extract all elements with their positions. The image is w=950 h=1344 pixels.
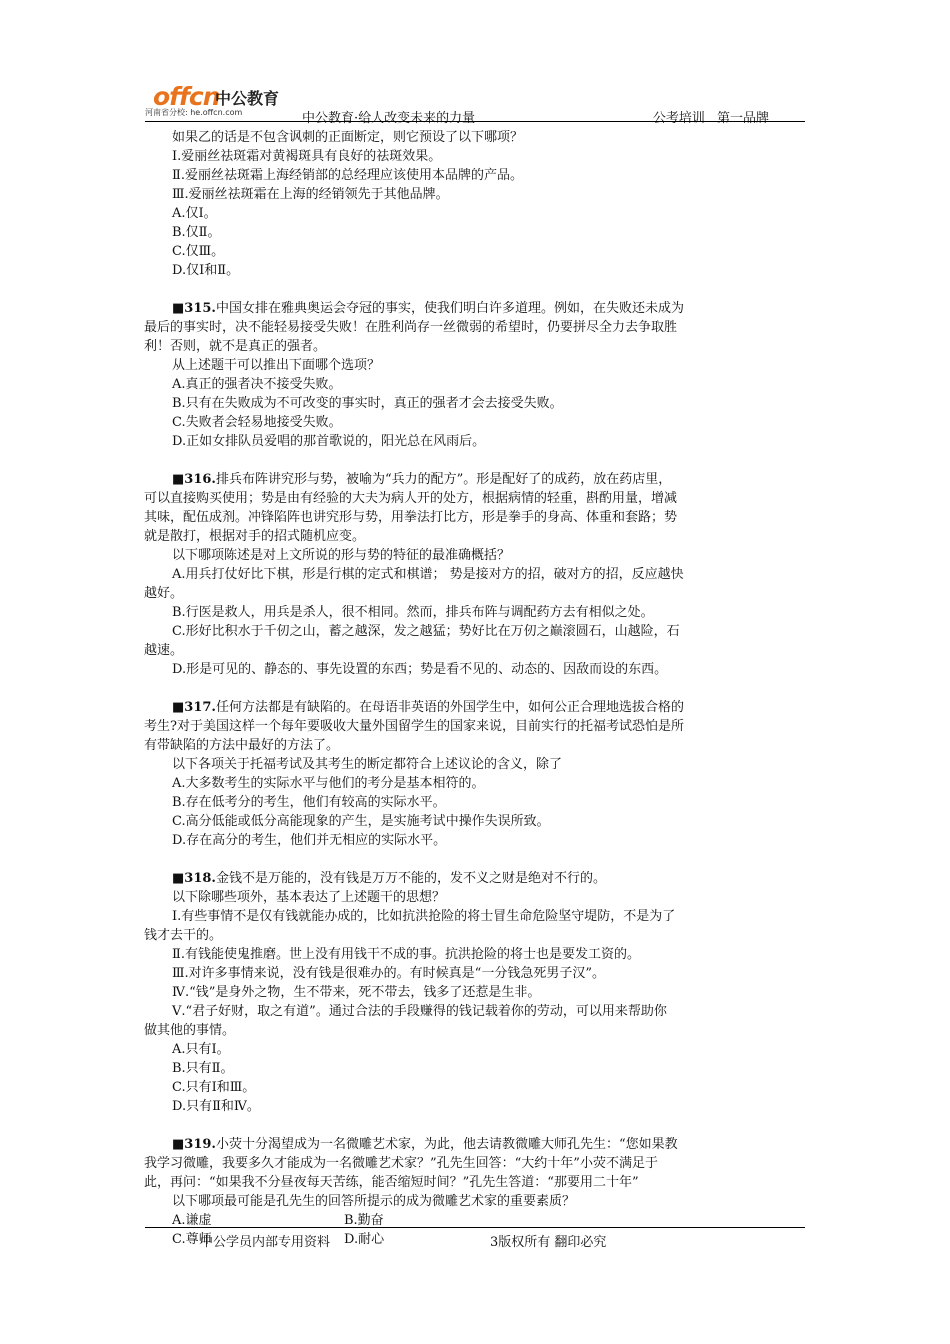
- document-body: [144, 128, 806, 1249]
- footer-internal-note: 中公学员内部专用资料: [200, 1235, 331, 1250]
- q316-option-d: D.形是可见的、静态的、事先设置的东西；势是看不见的、动态的、因敌而设的东西。: [172, 662, 668, 677]
- intro-statement-2: Ⅱ.爱丽丝祛斑霜上海经销部的总经理应该使用本品牌的产品。: [172, 168, 523, 183]
- q317-option-a: A.大多数考生的实际水平与他们的考分是基本相符的。: [172, 776, 485, 791]
- logo-wordmark: offcn: [153, 82, 220, 111]
- q315-stem-line-1: ■315.中国女排在雅典奥运会夺冠的事实，使我们明白许多道理。例如，在失败还未成为: [172, 301, 684, 316]
- q316-option-a: A.用兵打仗好比下棋，形是行棋的定式和棋谱； 势是接对方的招，破对方的招，反应越快: [172, 567, 684, 582]
- q317-option-d: D.存在高分的考生，他们并无相应的实际水平。: [172, 833, 447, 848]
- q316-option-c-cont: 越速。: [144, 643, 184, 658]
- q315-option-d: D.正如女排队员爱唱的那首歌说的，阳光总在风雨后。: [172, 434, 486, 449]
- q318-statement-5-cont: 做其他的事情。: [144, 1023, 236, 1038]
- q315-question: 从上述题干可以推出下面哪个选项？: [172, 358, 381, 373]
- q318-statement-5: Ⅴ.“君子好财，取之有道”。通过合法的手段赚得的钱记载着你的劳动，可以用来帮助你: [172, 1004, 667, 1019]
- q316-option-b: B.行医是救人，用兵是杀人，很不相同。然而，排兵布阵与调配药方去有相似之处。: [172, 605, 654, 620]
- q319-stem-line-1: ■319.小荧十分渴望成为一名微雕艺术家，为此，他去请教微雕大师孔先生：“您如果教: [172, 1137, 678, 1152]
- q318-option-d: D.只有Ⅱ和Ⅳ。: [172, 1099, 260, 1114]
- q318-option-c: C.只有Ⅰ和Ⅲ。: [172, 1080, 256, 1095]
- q318-option-a: A.只有Ⅰ。: [172, 1042, 230, 1057]
- page-header: [145, 80, 805, 126]
- q316-stem-line-3: 其味，配伍成剂。冲锋陷阵也讲究形与势，用拳法打比方，形是拳手的身高、体重和套路；势: [144, 510, 678, 525]
- q319-question: 以下哪项最可能是孔先生的回答所提示的成为微雕艺术家的重要素质？: [172, 1194, 576, 1209]
- intro-statement-3: Ⅲ.爱丽丝祛斑霜在上海的经销领先于其他品牌。: [172, 187, 449, 202]
- q315-stem-line-3: 利！否则，就不是真正的强者。: [144, 339, 327, 354]
- q317-stem-line-2: 考生?对于美国这样一个每年要吸收大量外国留学生的国家来说，目前实行的托福考试恐怕是所: [144, 719, 684, 734]
- q318-statement-3: Ⅲ.对许多事情来说，没有钱是很难办的。有时候真是“一分钱急死男子汉”。: [172, 966, 605, 981]
- q317-question: 以下各项关于托福考试及其考生的断定都符合上述议论的含义，除了: [172, 757, 563, 772]
- q316-stem-line-4: 就是散打，根据对手的招式随机应变。: [144, 529, 366, 544]
- q318-question: 以下除哪些项外，基本表达了上述题干的思想？: [172, 890, 446, 905]
- q317-stem-line-3: 有带缺陷的方法中最好的方法了。: [144, 738, 340, 753]
- header-brand: 公考培训 第一品牌: [652, 111, 769, 126]
- q319-option-a: A.谦虚: [172, 1213, 212, 1228]
- q315-option-b: B.只有在失败成为不可改变的事实时，真正的强者才会去接受失败。: [172, 396, 563, 411]
- footer-divider: [145, 1227, 805, 1228]
- q319-option-d: D.耐心: [344, 1232, 385, 1247]
- q318-number: ■318.: [172, 871, 216, 886]
- q315-stem-line-2: 最后的事实时，决不能轻易接受失败！在胜利尚存一丝微弱的希望时，仍要拼尽全力去争取胜: [144, 320, 678, 335]
- footer-copyright: 3版权所有 翻印必究: [490, 1235, 607, 1250]
- q318-stem-line-1: ■318.金钱不是万能的，没有钱是万万不能的，发不义之财是绝对不行的。: [172, 871, 606, 886]
- intro-option-b: B.仅Ⅱ。: [172, 225, 221, 240]
- q319-stem-line-2: 我学习微雕，我要多久才能成为一名微雕艺术家？”孔先生回答：“大约十年”小荧不满足于: [144, 1156, 658, 1171]
- offcn-logo: [145, 80, 295, 120]
- q316-question: 以下哪项陈述是对上文所说的形与势的特征的最准确概括？: [172, 548, 511, 563]
- q318-statement-1-cont: 钱才去干的。: [144, 928, 223, 943]
- header-slogan: 中公教育·给人改变未来的力量: [302, 111, 476, 126]
- intro-option-a: A.仅Ⅰ。: [172, 206, 217, 221]
- intro-option-d: D.仅Ⅰ和Ⅱ。: [172, 263, 240, 278]
- q318-statement-1: Ⅰ.有些事情不是仅有钱就能办成的，比如抗洪抢险的将士冒生命危险坚守堤防，不是为了: [172, 909, 676, 924]
- q317-option-b: B.存在低考分的考生，他们有较高的实际水平。: [172, 795, 446, 810]
- q316-number: ■316.: [172, 472, 216, 487]
- q315-option-c: C.失败者会轻易地接受失败。: [172, 415, 342, 430]
- q315-option-a: A.真正的强者决不接受失败。: [172, 377, 342, 392]
- q318-statement-4: Ⅳ.“钱”是身外之物，生不带来，死不带去，钱多了还惹是生非。: [172, 985, 541, 1000]
- q319-number: ■319.: [172, 1137, 216, 1152]
- q316-stem-line-1: ■316.排兵布阵讲究形与势，被喻为“兵力的配方”。形是配好了的成药，放在药店里，: [172, 472, 672, 487]
- intro-option-c: C.仅Ⅲ。: [172, 244, 225, 259]
- q317-stem-line-1: ■317.任何方法都是有缺陷的。在母语非英语的外国学生中，如何公正合理地选拔合格的: [172, 700, 684, 715]
- logo-chinese-name: 中公教育: [215, 89, 280, 108]
- q319-stem-line-3: 此，再问：“如果我不分昼夜每天苦练，能否缩短时间？”孔先生答道：“那要用二十年”: [144, 1175, 639, 1190]
- q319-option-b: B.勤奋: [344, 1213, 384, 1228]
- q319-option-c: C.尊师: [172, 1232, 212, 1247]
- logo-subtitle: 河南省分校: he.offcn.com: [145, 108, 243, 117]
- q317-number: ■317.: [172, 700, 216, 715]
- q316-option-a-cont: 越好。: [144, 586, 184, 601]
- q318-statement-2: Ⅱ.有钱能使鬼推磨。世上没有用钱干不成的事。抗洪抢险的将士也是要发工资的。: [172, 947, 640, 962]
- q315-number: ■315.: [172, 301, 216, 316]
- header-divider: [145, 121, 805, 122]
- q318-option-b: B.只有Ⅱ。: [172, 1061, 234, 1076]
- intro-question: 如果乙的话是不包含讽刺的正面断定，则它预设了以下哪项？: [172, 130, 524, 145]
- q317-option-c: C.高分低能或低分高能现象的产生，是实施考试中操作失误所致。: [172, 814, 550, 829]
- q316-option-c: C.形好比积水于千仞之山，蓄之越深，发之越猛；势好比在万仞之巅滚圆石，山越险，石: [172, 624, 680, 639]
- q316-stem-line-2: 可以直接购买使用；势是由有经验的大夫为病人开的处方，根据病情的轻重，斟酌用量，增减: [144, 491, 678, 506]
- intro-statement-1: Ⅰ.爱丽丝祛斑霜对黄褐斑具有良好的祛斑效果。: [172, 149, 442, 164]
